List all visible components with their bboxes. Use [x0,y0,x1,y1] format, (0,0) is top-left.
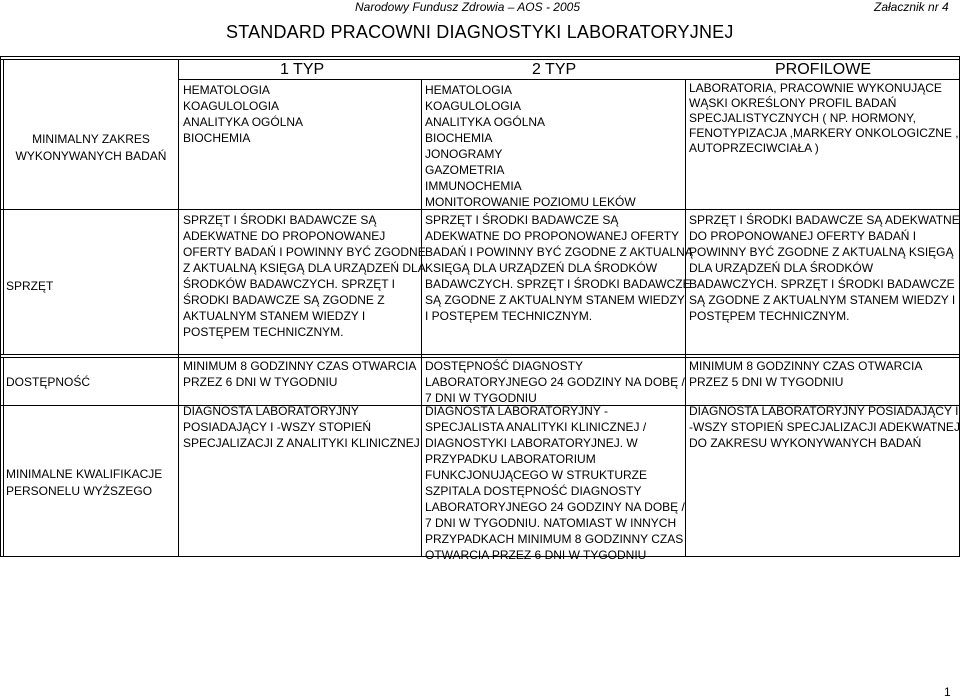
text-line: OTWARCIA PRZEZ 6 DNI W TYGODNIU [425,548,647,562]
text-line: POWINNY BYĆ ZGODNE Z AKTUALNĄ KSIĘGĄ [689,245,954,259]
text-line: I POSTĘPEM TECHNICZNYM. [425,309,593,323]
text-line: LABORATORIA, PRACOWNIE WYKONUJĄCE [689,81,942,95]
list-item: ANALITYKA OGÓLNA [425,115,546,129]
list-item: ANALITYKA OGÓLNA [183,115,304,129]
text-line: DO PROPONOWANEJ OFERTY BADAŃ I [689,229,917,243]
text-line: MINIMUM 8 GODZINNY CZAS OTWARCIA [183,359,417,373]
row-label-availability: DOSTĘPNOŚĆ [6,375,91,389]
text-line: PRZEZ 6 DNI W TYGODNIU [183,375,338,389]
text-line: BADAWCZYCH. SPRZĘT I ŚRODKI BADAWCZE [689,277,955,291]
row-label-scope-line1: MINIMALNY ZAKRES [32,132,150,146]
text-line: ŚRODKÓW BADAWCZYCH. SPRZĘT I [183,277,396,291]
text-line: PRZEZ 5 DNI W TYGODNIU [689,375,844,389]
text-line: SĄ ZGODNE Z AKTUALNYM STANEM WIEDZY [425,293,685,307]
text-line: FENOTYPIZACJA ,MARKERY ONKOLOGICZNE , [689,126,959,140]
column-header-typ1: 1 TYP [280,61,325,78]
text-line: SZPITALA DOSTĘPNOŚĆ DIAGNOSTY [425,484,642,498]
row-label-qualifications-line1: MINIMALNE KWALIFIKACJE [6,467,163,481]
text-line: SĄ ZGODNE Z AKTUALNYM STANEM WIEDZY I [689,293,956,307]
text-line: SPECJALISTYCZNYCH ( NP. HORMONY, [689,111,916,125]
text-line: SPECJALISTA ANALITYKI KLINICZNEJ / [425,420,647,434]
column-header-profile: PROFILOWE [775,61,872,78]
header-attachment: Załacznik nr 4 [874,0,949,14]
list-item: KOAGULOLOGIA [183,99,280,113]
text-line: LABORATORYJNEGO 24 GODZINY NA DOBĘ / [425,375,685,389]
text-line: OFERTY BADAŃ I POWINNY BYĆ ZGODNE [183,245,426,259]
text-line: -WSZY STOPIEŃ SPECJALIZACJI ADEKWATNEJ [689,420,960,434]
text-line: DOSTĘPNOŚĆ DIAGNOSTY [425,359,584,373]
list-item: IMMUNOCHEMIA [425,179,522,193]
text-line: KSIĘGĄ DLA URZĄDZEŃ DLA ŚRODKÓW [425,261,658,275]
text-line: POSIADAJĄCY I -WSZY STOPIEŃ [183,420,372,434]
text-line: PRZYPADKACH MINIMUM 8 GODZINNY CZAS [425,532,684,546]
text-line: ADEKWATNE DO PROPONOWANEJ OFERTY [425,229,680,243]
text-line: PRZYPADKU LABORATORIUM [425,452,596,466]
page-title: STANDARD PRACOWNI DIAGNOSTYKI LABORATORYJNEJ [226,22,734,42]
text-line: ŚRODKI BADAWCZE SĄ ZGODNE Z [183,293,385,307]
row-label-scope-line2: WYKONYWANYCH BADAŃ [15,149,167,163]
text-line: DIAGNOSTYKI LABORATORYJNEJ. W [425,436,638,450]
text-line: SPRZĘT I ŚRODKI BADAWCZE SĄ [183,213,377,227]
header-center: Narodowy Fundusz Zdrowia – AOS - 2005 [355,0,580,14]
list-item: HEMATOLOGIA [183,83,270,97]
page-number: 1 [944,685,951,699]
text-line: FUNKCJONUJĄCEGO W STRUKTURZE [425,468,647,482]
list-item: MONITOROWANIE POZIOMU LEKÓW [425,195,636,209]
text-line: AUTOPRZECIWCIAŁA ) [689,141,819,155]
text-line: AKTUALNYM STANEM WIEDZY I [183,309,366,323]
list-item: GAZOMETRIA [425,163,505,177]
text-line: DLA URZĄDZEŃ DLA ŚRODKÓW [689,261,874,275]
text-line: BADAŃ I POWINNY BYĆ ZGODNE Z AKTUALNĄ [425,245,693,259]
row-label-qualifications [6,466,162,500]
text-line: MINIMUM 8 GODZINNY CZAS OTWARCIA [689,359,923,373]
list-item: KOAGULOLOGIA [425,99,522,113]
list-item: BIOCHEMIA [183,131,251,145]
text-line: Z AKTUALNĄ KSIĘGĄ DLA URZĄDZEŃ DLA [183,261,426,275]
list-item: JONOGRAMY [425,147,503,161]
text-line: WĄSKI OKREŚLONY PROFIL BADAŃ [689,96,897,110]
row-label-qualifications-line2: PERSONELU WYŻSZEGO [6,484,153,498]
column-header-typ2: 2 TYP [532,61,577,78]
text-line: SPRZĘT I ŚRODKI BADAWCZE SĄ [425,213,619,227]
text-line: 7 DNI W TYGODNIU [425,391,537,405]
text-line: SPECJALIZACJI Z ANALITYKI KLINICZNEJ [183,436,420,450]
text-line: ADEKWATNE DO PROPONOWANEJ [183,229,386,243]
text-line: LABORATORYJNEGO 24 GODZINY NA DOBĘ / [425,500,685,514]
row-label-equipment: SPRZĘT [6,279,54,293]
text-line: POSTĘPEM TECHNICZNYM. [183,325,344,339]
text-line: DIAGNOSTA LABORATORYJNY POSIADAJĄCY I [689,404,959,418]
row-label-scope [6,131,176,165]
text-line: SPRZĘT I ŚRODKI BADAWCZE SĄ ADEKWATNE [689,213,960,227]
list-item: BIOCHEMIA [425,131,493,145]
text-line: POSTĘPEM TECHNICZNYM. [689,309,850,323]
list-item: HEMATOLOGIA [425,83,512,97]
text-line: DO ZAKRESU WYKONYWANYCH BADAŃ [689,436,922,450]
text-line: DIAGNOSTA LABORATORYJNY [183,404,359,418]
text-line: DIAGNOSTA LABORATORYJNY - [425,404,608,418]
text-line: BADAWCZYCH. SPRZĘT I ŚRODKI BADAWCZE [425,277,691,291]
text-line: 7 DNI W TYGODNIU. NATOMIAST W INNYCH [425,516,677,530]
